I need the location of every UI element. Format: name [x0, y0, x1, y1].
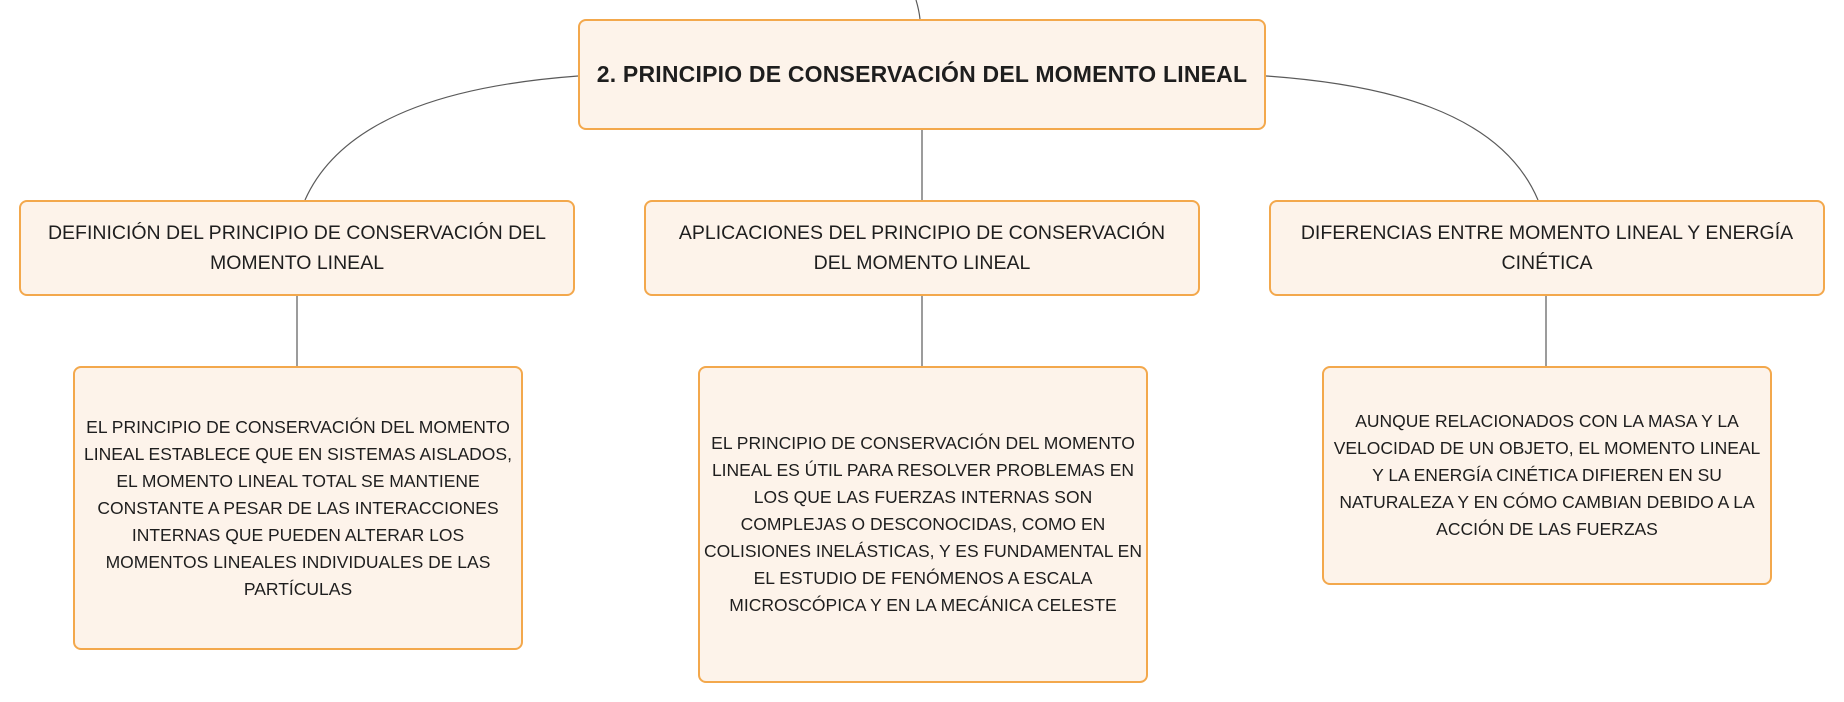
topic-label-definicion: DEFINICIÓN DEL PRINCIPIO DE CONSERVACIÓN DEL MOMENTO LINEAL [47, 222, 547, 274]
connector-root-to-diferencias [1266, 76, 1538, 200]
detail-text-diferencias: AUNQUE RELACIONADOS CON LA MASA Y LA VELOCIDAD DE UN OBJETO, EL MOMENTO LINEAL Y LA ENERGÍA CINÉTICA DIFIEREN EN SU NATURALEZA Y EN CÓMO CAMBIAN DEBIDO A LA ACCIÓN DE LAS FUERZAS [1333, 411, 1761, 539]
detail-text-aplicaciones: EL PRINCIPIO DE CONSERVACIÓN DEL MOMENTO LINEAL ES ÚTIL PARA RESOLVER PROBLEMAS EN LOS QUE LAS FUERZAS INTERNAS SON COMPLEJAS O DESCONOCIDAS, COMO EN COLISIONES INELÁSTICAS, Y ES FUNDAMENTAL EN EL ESTUDIO DE FENÓMENOS A ESCALA MICROSCÓPICA Y EN LA MECÁNICA CELESTE [704, 433, 1142, 615]
detail-node-aplicaciones[interactable] [698, 366, 1148, 683]
connector-incoming-root [916, 0, 920, 19]
connector-root-to-definicion [305, 76, 578, 200]
central-topic-label: 2. PRINCIPIO DE CONSERVACIÓN DEL MOMENTO LINEAL [596, 61, 1248, 87]
detail-node-diferencias[interactable] [1322, 366, 1772, 585]
topic-label-diferencias: DIFERENCIAS ENTRE MOMENTO LINEAL Y ENERGÍA CINÉTICA [1300, 222, 1794, 274]
topic-node-definicion[interactable] [19, 200, 575, 296]
detail-text-definicion: EL PRINCIPIO DE CONSERVACIÓN DEL MOMENTO LINEAL ESTABLECE QUE EN SISTEMAS AISLADOS, EL MOMENTO LINEAL TOTAL SE MANTIENE CONSTANTE A PESAR DE LAS INTERACCIONES INTERNAS QUE PUEDEN ALTERAR LOS MOMENTOS LINEALES INDIVIDUALES DE LAS PARTÍCULAS [84, 416, 512, 599]
central-topic-node[interactable] [578, 19, 1266, 130]
topic-node-aplicaciones[interactable] [644, 200, 1200, 296]
topic-node-diferencias[interactable] [1269, 200, 1825, 296]
topic-label-aplicaciones: APLICACIONES DEL PRINCIPIO DE CONSERVACIÓN DEL MOMENTO LINEAL [678, 222, 1166, 274]
detail-node-definicion[interactable] [73, 366, 523, 650]
